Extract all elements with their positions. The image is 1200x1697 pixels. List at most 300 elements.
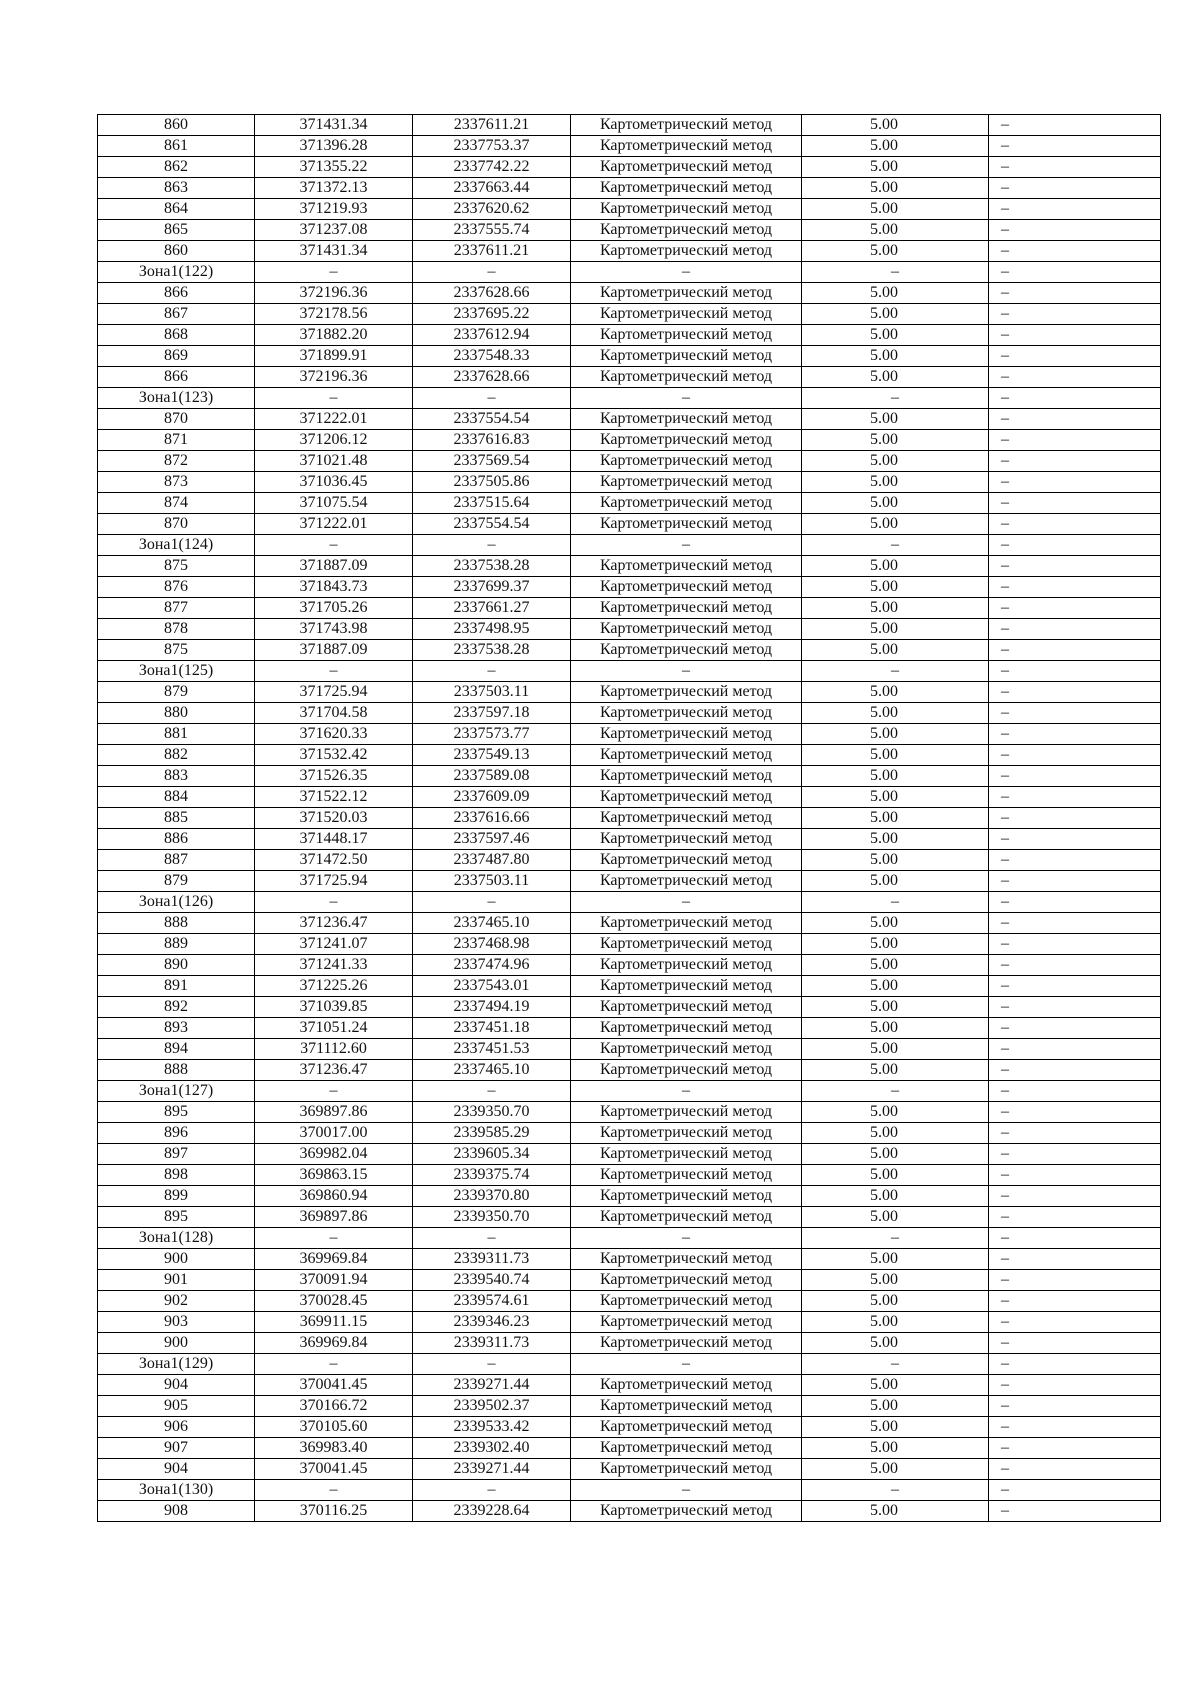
point-number-cell: 893 [98,1018,255,1039]
note-cell: – [989,1312,1161,1333]
y-coordinate-cell: – [413,1081,571,1102]
table-row [98,346,1161,367]
accuracy-cell: 5.00 [802,514,989,535]
y-coordinate-cell: 2337695.22 [413,304,571,325]
table-row [98,976,1161,997]
method-cell: Картометрический метод [571,199,802,220]
y-coordinate-cell: 2337597.18 [413,703,571,724]
note-cell: – [989,682,1161,703]
method-cell: Картометрический метод [571,913,802,934]
x-coordinate-cell: 371206.12 [255,430,413,451]
note-cell: – [989,1165,1161,1186]
point-number-cell: 885 [98,808,255,829]
method-cell: Картометрический метод [571,409,802,430]
note-cell: – [989,451,1161,472]
point-number-cell: 899 [98,1186,255,1207]
point-number-cell: 860 [98,115,255,136]
method-cell: Картометрический метод [571,178,802,199]
y-coordinate-cell: 2339533.42 [413,1417,571,1438]
x-coordinate-cell: 371236.47 [255,1060,413,1081]
note-cell: – [989,115,1161,136]
y-coordinate-cell: 2337663.44 [413,178,571,199]
point-number-cell: 863 [98,178,255,199]
accuracy-cell: 5.00 [802,556,989,577]
note-cell: – [989,829,1161,850]
method-cell: Картометрический метод [571,871,802,892]
y-coordinate-cell: 2337487.80 [413,850,571,871]
x-coordinate-cell: 371620.33 [255,724,413,745]
point-number-cell: 903 [98,1312,255,1333]
point-number-cell: 872 [98,451,255,472]
accuracy-cell: 5.00 [802,682,989,703]
method-cell: Картометрический метод [571,346,802,367]
x-coordinate-cell: 371882.20 [255,325,413,346]
accuracy-cell: 5.00 [802,283,989,304]
x-coordinate-cell: 371222.01 [255,514,413,535]
point-number-cell: 868 [98,325,255,346]
point-number-cell: Зона1(125) [98,661,255,682]
accuracy-cell: – [802,1228,989,1249]
x-coordinate-cell: 371887.09 [255,640,413,661]
y-coordinate-cell: 2339502.37 [413,1396,571,1417]
x-coordinate-cell: 371725.94 [255,871,413,892]
x-coordinate-cell: 371051.24 [255,1018,413,1039]
method-cell: – [571,1354,802,1375]
point-number-cell: 896 [98,1123,255,1144]
accuracy-cell: 5.00 [802,976,989,997]
method-cell: Картометрический метод [571,934,802,955]
y-coordinate-cell: 2337616.83 [413,430,571,451]
method-cell: Картометрический метод [571,430,802,451]
table-row [98,1186,1161,1207]
x-coordinate-cell: 372196.36 [255,367,413,388]
table-row [98,325,1161,346]
table-row [98,808,1161,829]
point-number-cell: 860 [98,241,255,262]
accuracy-cell: 5.00 [802,1291,989,1312]
point-number-cell: 898 [98,1165,255,1186]
point-number-cell: 891 [98,976,255,997]
table-row [98,1291,1161,1312]
accuracy-cell: 5.00 [802,1060,989,1081]
table-row [98,199,1161,220]
table-row [98,1207,1161,1228]
point-number-cell: 905 [98,1396,255,1417]
point-number-cell: 875 [98,640,255,661]
point-number-cell: 894 [98,1039,255,1060]
y-coordinate-cell: 2337569.54 [413,451,571,472]
method-cell: – [571,892,802,913]
accuracy-cell: 5.00 [802,472,989,493]
y-coordinate-cell: – [413,388,571,409]
note-cell: – [989,262,1161,283]
accuracy-cell: – [802,1354,989,1375]
x-coordinate-cell: 369860.94 [255,1186,413,1207]
y-coordinate-cell: 2339350.70 [413,1102,571,1123]
y-coordinate-cell: 2339346.23 [413,1312,571,1333]
point-number-cell: 888 [98,913,255,934]
point-number-cell: 866 [98,367,255,388]
note-cell: – [989,556,1161,577]
method-cell: – [571,661,802,682]
point-number-cell: 878 [98,619,255,640]
x-coordinate-cell: 369969.84 [255,1333,413,1354]
point-number-cell: 861 [98,136,255,157]
point-number-cell: Зона1(124) [98,535,255,556]
method-cell: Картометрический метод [571,619,802,640]
coordinates-table-body [98,115,1161,1522]
accuracy-cell: 5.00 [802,1438,989,1459]
table-row [98,1060,1161,1081]
note-cell: – [989,367,1161,388]
x-coordinate-cell: 371725.94 [255,682,413,703]
zone-row [98,1480,1161,1501]
method-cell: Картометрический метод [571,1144,802,1165]
y-coordinate-cell: 2337503.11 [413,682,571,703]
note-cell: – [989,1396,1161,1417]
note-cell: – [989,892,1161,913]
accuracy-cell: 5.00 [802,1249,989,1270]
method-cell: Картометрический метод [571,640,802,661]
point-number-cell: 907 [98,1438,255,1459]
point-number-cell: 895 [98,1207,255,1228]
x-coordinate-cell: 370166.72 [255,1396,413,1417]
method-cell: Картометрический метод [571,556,802,577]
y-coordinate-cell: 2337699.37 [413,577,571,598]
note-cell: – [989,577,1161,598]
table-row [98,682,1161,703]
x-coordinate-cell: 371532.42 [255,745,413,766]
table-row [98,997,1161,1018]
x-coordinate-cell: 369863.15 [255,1165,413,1186]
table-row [98,871,1161,892]
method-cell: – [571,388,802,409]
table-row [98,1312,1161,1333]
x-coordinate-cell: – [255,892,413,913]
note-cell: – [989,1081,1161,1102]
note-cell: – [989,598,1161,619]
y-coordinate-cell: – [413,535,571,556]
table-row [98,829,1161,850]
point-number-cell: 902 [98,1291,255,1312]
x-coordinate-cell: 371241.07 [255,934,413,955]
y-coordinate-cell: 2339302.40 [413,1438,571,1459]
y-coordinate-cell: 2337555.74 [413,220,571,241]
note-cell: – [989,661,1161,682]
accuracy-cell: 5.00 [802,1207,989,1228]
accuracy-cell: 5.00 [802,409,989,430]
note-cell: – [989,1417,1161,1438]
accuracy-cell: 5.00 [802,367,989,388]
method-cell: Картометрический метод [571,136,802,157]
note-cell: – [989,220,1161,241]
x-coordinate-cell: 371236.47 [255,913,413,934]
table-row [98,1165,1161,1186]
point-number-cell: 876 [98,577,255,598]
point-number-cell: 884 [98,787,255,808]
x-coordinate-cell: 371225.26 [255,976,413,997]
note-cell: – [989,913,1161,934]
accuracy-cell: 5.00 [802,493,989,514]
x-coordinate-cell: 371472.50 [255,850,413,871]
accuracy-cell: 5.00 [802,136,989,157]
table-row [98,955,1161,976]
table-row [98,1333,1161,1354]
y-coordinate-cell: 2339350.70 [413,1207,571,1228]
table-row [98,493,1161,514]
note-cell: – [989,1270,1161,1291]
method-cell: Картометрический метод [571,1291,802,1312]
accuracy-cell: 5.00 [802,241,989,262]
table-row [98,598,1161,619]
method-cell: Картометрический метод [571,115,802,136]
zone-row [98,388,1161,409]
y-coordinate-cell: 2337554.54 [413,514,571,535]
method-cell: Картометрический метод [571,724,802,745]
point-number-cell: 904 [98,1459,255,1480]
table-row [98,241,1161,262]
note-cell: – [989,703,1161,724]
y-coordinate-cell: 2339585.29 [413,1123,571,1144]
accuracy-cell: 5.00 [802,304,989,325]
x-coordinate-cell: 370091.94 [255,1270,413,1291]
accuracy-cell: 5.00 [802,1396,989,1417]
method-cell: Картометрический метод [571,955,802,976]
table-row [98,472,1161,493]
x-coordinate-cell: 371112.60 [255,1039,413,1060]
note-cell: – [989,1291,1161,1312]
point-number-cell: 901 [98,1270,255,1291]
x-coordinate-cell: – [255,1081,413,1102]
x-coordinate-cell: 369897.86 [255,1102,413,1123]
y-coordinate-cell: 2339370.80 [413,1186,571,1207]
table-row [98,703,1161,724]
note-cell: – [989,1102,1161,1123]
note-cell: – [989,199,1161,220]
x-coordinate-cell: 370017.00 [255,1123,413,1144]
note-cell: – [989,997,1161,1018]
accuracy-cell: 5.00 [802,325,989,346]
y-coordinate-cell: 2337616.66 [413,808,571,829]
point-number-cell: 900 [98,1333,255,1354]
y-coordinate-cell: 2339540.74 [413,1270,571,1291]
zone-row [98,1354,1161,1375]
method-cell: Картометрический метод [571,976,802,997]
y-coordinate-cell: 2339311.73 [413,1333,571,1354]
note-cell: – [989,472,1161,493]
y-coordinate-cell: 2337589.08 [413,766,571,787]
note-cell: – [989,409,1161,430]
table-row [98,136,1161,157]
y-coordinate-cell: 2337661.27 [413,598,571,619]
table-row [98,115,1161,136]
note-cell: – [989,514,1161,535]
accuracy-cell: 5.00 [802,1333,989,1354]
point-number-cell: 875 [98,556,255,577]
method-cell: Картометрический метод [571,472,802,493]
x-coordinate-cell: 369911.15 [255,1312,413,1333]
point-number-cell: 882 [98,745,255,766]
note-cell: – [989,1459,1161,1480]
accuracy-cell: 5.00 [802,1459,989,1480]
accuracy-cell: 5.00 [802,1165,989,1186]
x-coordinate-cell: 371704.58 [255,703,413,724]
accuracy-cell: 5.00 [802,199,989,220]
x-coordinate-cell: 371396.28 [255,136,413,157]
accuracy-cell: 5.00 [802,745,989,766]
accuracy-cell: 5.00 [802,1270,989,1291]
table-row [98,766,1161,787]
y-coordinate-cell: 2337465.10 [413,1060,571,1081]
note-cell: – [989,850,1161,871]
zone-row [98,661,1161,682]
table-row [98,451,1161,472]
note-cell: – [989,136,1161,157]
y-coordinate-cell: – [413,1480,571,1501]
accuracy-cell: 5.00 [802,178,989,199]
note-cell: – [989,241,1161,262]
method-cell: Картометрический метод [571,367,802,388]
method-cell: Картометрический метод [571,682,802,703]
method-cell: Картометрический метод [571,1312,802,1333]
method-cell: Картометрический метод [571,1102,802,1123]
method-cell: – [571,1480,802,1501]
note-cell: – [989,1186,1161,1207]
accuracy-cell: 5.00 [802,934,989,955]
table-row [98,640,1161,661]
note-cell: – [989,787,1161,808]
y-coordinate-cell: – [413,661,571,682]
point-number-cell: 879 [98,871,255,892]
note-cell: – [989,346,1161,367]
table-row [98,514,1161,535]
accuracy-cell: 5.00 [802,724,989,745]
y-coordinate-cell: 2339375.74 [413,1165,571,1186]
y-coordinate-cell: 2337494.19 [413,997,571,1018]
table-row [98,1417,1161,1438]
table-row [98,1459,1161,1480]
x-coordinate-cell: 371431.34 [255,115,413,136]
accuracy-cell: 5.00 [802,997,989,1018]
y-coordinate-cell: 2337597.46 [413,829,571,850]
method-cell: Картометрический метод [571,1207,802,1228]
note-cell: – [989,955,1161,976]
x-coordinate-cell: 371843.73 [255,577,413,598]
accuracy-cell: – [802,262,989,283]
method-cell: Картометрический метод [571,1438,802,1459]
accuracy-cell: 5.00 [802,640,989,661]
table-row [98,178,1161,199]
method-cell: Картометрический метод [571,808,802,829]
point-number-cell: 908 [98,1501,255,1522]
method-cell: – [571,262,802,283]
y-coordinate-cell: 2339574.61 [413,1291,571,1312]
note-cell: – [989,1207,1161,1228]
x-coordinate-cell: 370028.45 [255,1291,413,1312]
method-cell: Картометрический метод [571,577,802,598]
y-coordinate-cell: 2339605.34 [413,1144,571,1165]
point-number-cell: Зона1(126) [98,892,255,913]
x-coordinate-cell: 371372.13 [255,178,413,199]
note-cell: – [989,724,1161,745]
y-coordinate-cell: 2337451.53 [413,1039,571,1060]
x-coordinate-cell: 371431.34 [255,241,413,262]
accuracy-cell: 5.00 [802,451,989,472]
accuracy-cell: – [802,892,989,913]
x-coordinate-cell: 371448.17 [255,829,413,850]
table-row [98,787,1161,808]
note-cell: – [989,1228,1161,1249]
note-cell: – [989,1501,1161,1522]
point-number-cell: Зона1(129) [98,1354,255,1375]
note-cell: – [989,304,1161,325]
y-coordinate-cell: 2337548.33 [413,346,571,367]
method-cell: Картометрический метод [571,220,802,241]
method-cell: Картометрический метод [571,1417,802,1438]
method-cell: Картометрический метод [571,703,802,724]
method-cell: Картометрический метод [571,850,802,871]
coordinates-table [97,114,1161,1522]
x-coordinate-cell: 371036.45 [255,472,413,493]
method-cell: Картометрический метод [571,1186,802,1207]
y-coordinate-cell: 2339271.44 [413,1459,571,1480]
table-row [98,304,1161,325]
accuracy-cell: 5.00 [802,703,989,724]
x-coordinate-cell: – [255,535,413,556]
zone-row [98,892,1161,913]
note-cell: – [989,934,1161,955]
y-coordinate-cell: 2337505.86 [413,472,571,493]
y-coordinate-cell: 2337468.98 [413,934,571,955]
method-cell: – [571,1081,802,1102]
y-coordinate-cell: 2337498.95 [413,619,571,640]
zone-row [98,535,1161,556]
accuracy-cell: 5.00 [802,1501,989,1522]
table-row [98,1102,1161,1123]
accuracy-cell: – [802,661,989,682]
point-number-cell: 870 [98,409,255,430]
x-coordinate-cell: 371237.08 [255,220,413,241]
table-row [98,367,1161,388]
table-row [98,1123,1161,1144]
accuracy-cell: 5.00 [802,619,989,640]
x-coordinate-cell: – [255,1228,413,1249]
method-cell: Картометрический метод [571,1249,802,1270]
accuracy-cell: 5.00 [802,157,989,178]
method-cell: Картометрический метод [571,157,802,178]
y-coordinate-cell: 2337538.28 [413,640,571,661]
y-coordinate-cell: 2337628.66 [413,367,571,388]
y-coordinate-cell: 2337474.96 [413,955,571,976]
y-coordinate-cell: 2339271.44 [413,1375,571,1396]
point-number-cell: Зона1(123) [98,388,255,409]
x-coordinate-cell: 371222.01 [255,409,413,430]
point-number-cell: 867 [98,304,255,325]
x-coordinate-cell: 371526.35 [255,766,413,787]
y-coordinate-cell: – [413,892,571,913]
note-cell: – [989,808,1161,829]
accuracy-cell: 5.00 [802,1375,989,1396]
table-row [98,1039,1161,1060]
note-cell: – [989,1354,1161,1375]
y-coordinate-cell: 2339311.73 [413,1249,571,1270]
y-coordinate-cell: 2337612.94 [413,325,571,346]
accuracy-cell: 5.00 [802,346,989,367]
y-coordinate-cell: 2337543.01 [413,976,571,997]
note-cell: – [989,1060,1161,1081]
accuracy-cell: 5.00 [802,577,989,598]
y-coordinate-cell: 2339228.64 [413,1501,571,1522]
